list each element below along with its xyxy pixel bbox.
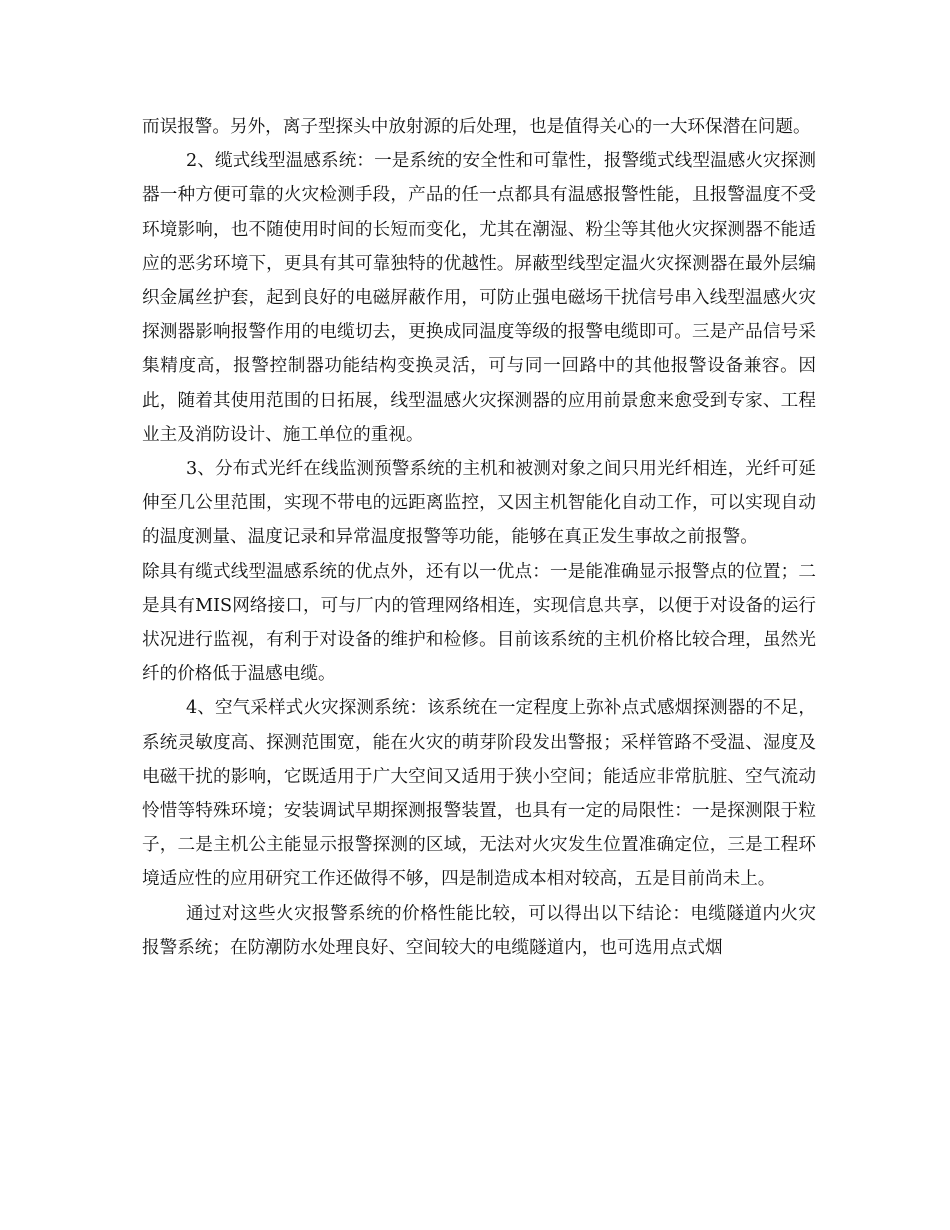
paragraph-conclusion: 通过对这些火灾报警系统的价格性能比较，可以得出以下结论：电缆隧道内火灾报警系统；在防潮防水处理良好、空间较大的电缆隧道内，也可选用点式烟	[142, 903, 816, 958]
paragraph-ion-detector-end: 而误报警。另外，离子型探头中放射源的后处理，也是值得关心的一大环保潜在问题。	[142, 117, 811, 137]
document-body	[142, 110, 816, 965]
paragraph-cable-linear-heat-system: 2、缆式线型温感系统：一是系统的安全性和可靠性，报警缆式线型温感火灾探测器一种方便可靠的火灾检测手段，产品的任一点都具有温感报警性能，且报警温度不受环境影响，也不随使用时间的长短而变化，尤其在潮湿、粉尘等其他火灾探测器不能适应的恶劣环境下，更具有其可靠独特的优越性。屏蔽型线型定温火灾探测器在最外层编织金属丝护套，起到良好的电磁屏蔽作用，可防止强电磁场干扰信号串入线型温感火灾探测器影响报警作用的电缆切去，更换成同温度等级的报警电缆即可。三是产品信号采集精度高，报警控制器功能结构变换灵活，可与同一回路中的其他报警设备兼容。因此，随着其使用范围的日拓展，线型温感火灾探测器的应用前景愈来愈受到专家、工程业主及消防设计、施工单位的重视。	[142, 151, 816, 445]
paragraph-distributed-fiber-system: 3、分布式光纤在线监测预警系统的主机和被测对象之间只用光纤相连，光纤可延伸至几公里范围，实现不带电的远距离监控，又因主机智能化自动工作，可以实现自动的温度测量、温度记录和异常温度报警等功能，能够在真正发生事故之前报警。	[142, 459, 816, 548]
paragraph-fiber-advantages: 除具有缆式线型温感系统的优点外，还有以一优点：一是能准确显示报警点的位置；二是具有MIS网络接口，可与厂内的管理网络相连，实现信息共享，以便于对设备的运行状况进行监视，有利于对设备的维护和检修。目前该系统的主机价格比较合理，虽然光纤的价格低于温感电缆。	[142, 561, 816, 685]
paragraph-air-sampling-system: 4、空气采样式火灾探测系统：该系统在一定程度上弥补点式感烟探测器的不足，系统灵敏度高、探测范围宽，能在火灾的萌芽阶段发出警报；采样管路不受温、湿度及电磁干扰的影响，它既适用于广大空间又适用于狭小空间；能适应非常肮脏、空气流动怜惜等特殊环境；安装调试早期探测报警装置，也具有一定的局限性：一是探测限于粒子，二是主机公主能显示报警探测的区域，无法对火灾发生位置准确定位，三是工程环境适应性的应用研究工作还做得不够，四是制造成本相对较高，五是目前尚未上。	[142, 698, 816, 890]
